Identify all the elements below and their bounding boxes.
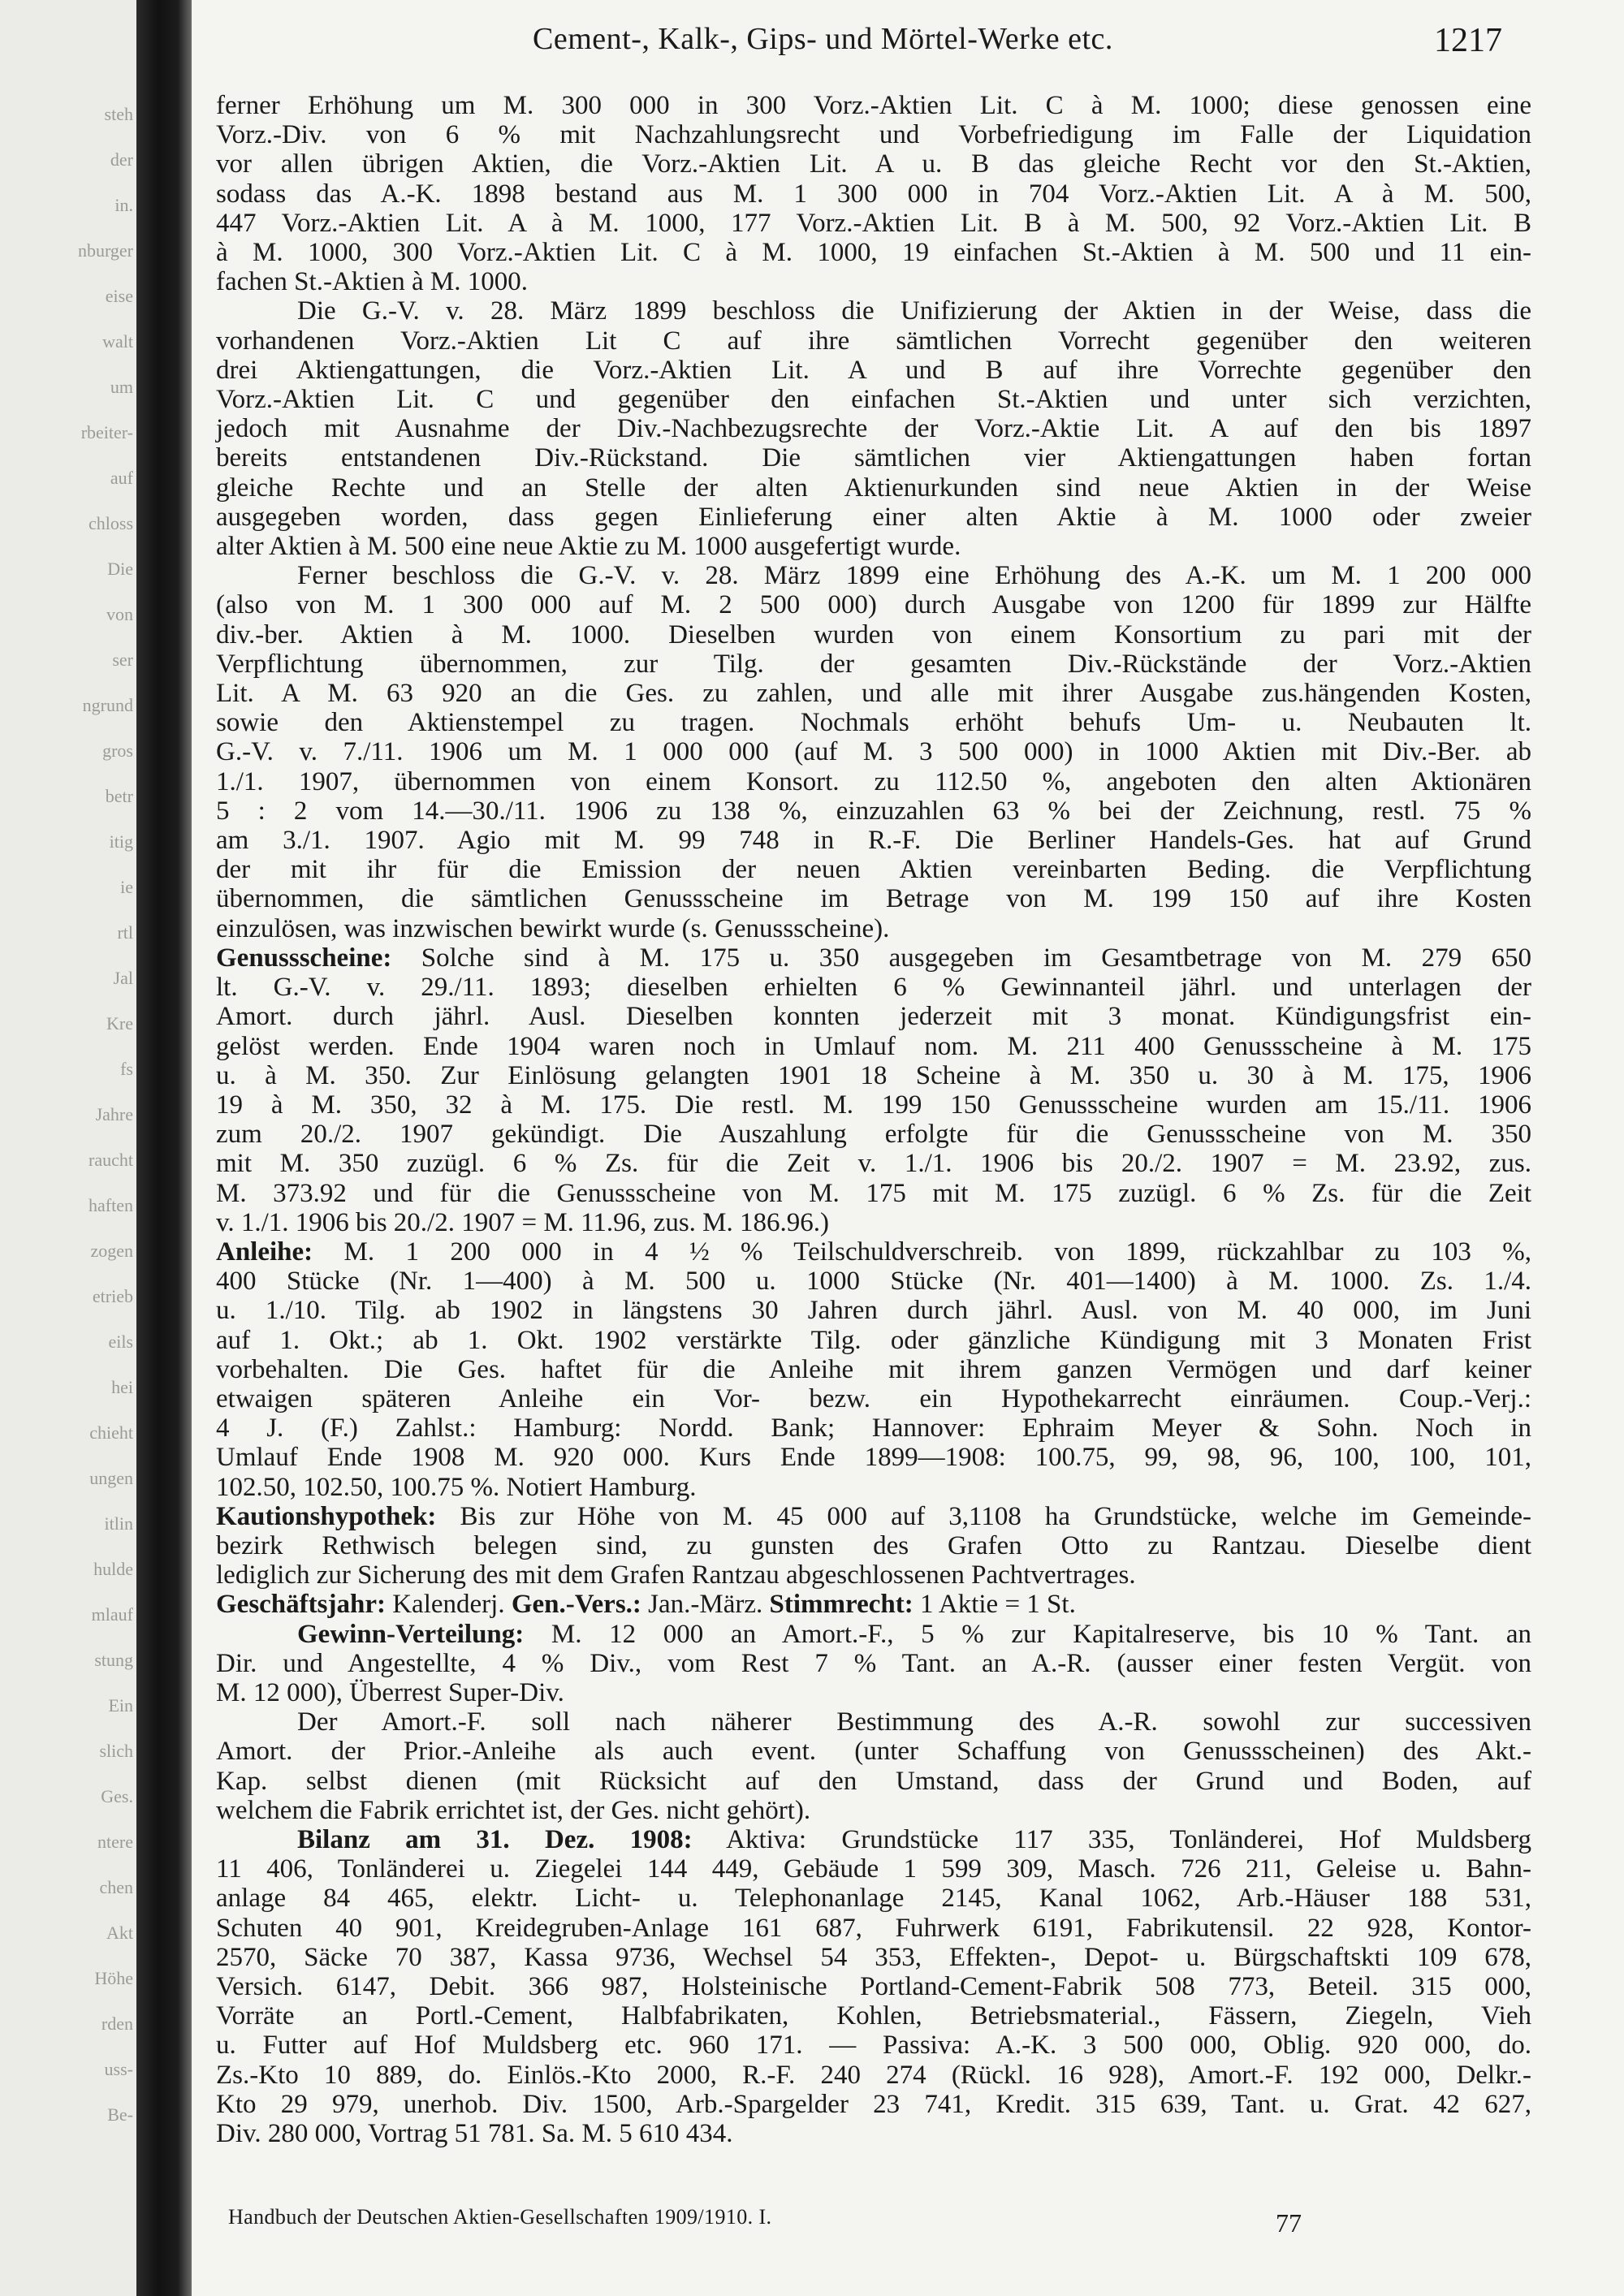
book-gutter: [136, 0, 192, 2296]
line-text: Bis zur Höhe von M. 45 000 auf 3,1108 ha Grundstücke, welche im Gemeinde-: [436, 1501, 1531, 1531]
line-text: 5 : 2 vom 14.—30./11. 1906 zu 138 %, einzuzahlen 63 % bei der Zeichnung, restl. 75 %: [216, 796, 1531, 826]
adjacent-page-fragment: gros: [102, 740, 133, 761]
line-text: der mit ihr für die Emission der neuen Aktien vereinbarten Beding. die Verpflichtung: [216, 855, 1531, 885]
text-line: [216, 1972, 1531, 2001]
line-text: bereits entstandenen Div.-Rückstand. Die sämtlichen vier Aktiengattungen haben fortan: [216, 443, 1531, 473]
text-line: [216, 2090, 1531, 2119]
line-text: Kalenderj.: [385, 1590, 512, 1620]
line-text: vor allen übrigen Aktien, die Vorz.-Aktien Lit. A u. B das gleiche Recht vor den St.-Aktien,: [216, 149, 1531, 179]
line-text: Verpflichtung übernommen, zur Tilg. der gesamten Div.-Rückstände der Vorz.-Aktien: [216, 649, 1531, 679]
line-text: 447 Vorz.-Aktien Lit. A à M. 1000, 177 Vorz.-Aktien Lit. B à M. 500, 92 Vorz.-Aktien Lit. B: [216, 208, 1531, 238]
line-text: lediglich zur Sicherung des mit dem Grafen Rantzau abgeschlossenen Pachtvertrages.: [216, 1560, 1136, 1590]
section-label: Gen.-Vers.:: [511, 1590, 641, 1620]
line-text: sodass das A.-K. 1898 bestand aus M. 1 300 000 in 704 Vorz.-Aktien Lit. A à M. 500,: [216, 179, 1531, 209]
line-text: 2570, Säcke 70 387, Kassa 9736, Wechsel 54 353, Effekten-, Depot- u. Bürgschaftskti 109 678,: [216, 1942, 1531, 1972]
text-line: [216, 1002, 1531, 1031]
text-line: [216, 884, 1531, 913]
line-text: Versich. 6147, Debit. 366 987, Holsteinische Portland-Cement-Fabrik 508 773, Beteil. 315 000,: [216, 1972, 1531, 2001]
text-line: [216, 737, 1531, 766]
adjacent-page-fragment: von: [106, 604, 133, 624]
text-line: [216, 2061, 1531, 2090]
adjacent-page-fragment: zogen: [90, 1241, 133, 1261]
adjacent-page-fragment: rbeiter-: [80, 422, 133, 442]
text-line: [216, 679, 1531, 708]
line-text: alter Aktien à M. 500 eine neue Aktie zu M. 1000 ausgefertigt wurde.: [216, 532, 961, 562]
text-line: [216, 943, 1531, 973]
adjacent-page-fragment: nburger: [77, 240, 133, 261]
line-text: anlage 84 465, elektr. Licht- u. Telephonanlage 2145, Kanal 1062, Arb.-Häuser 188 531,: [216, 1884, 1531, 1914]
line-text: Ferner beschloss die G.-V. v. 28. März 1899 eine Erhöhung des A.-K. um M. 1 200 000: [297, 561, 1531, 591]
text-line: [216, 209, 1531, 238]
text-line: [216, 120, 1531, 149]
adjacent-page-fragment: slich: [99, 1741, 133, 1761]
text-line: [216, 1443, 1531, 1472]
line-text: Kto 29 979, unerhob. Div. 1500, Arb.-Spargelder 23 741, Kredit. 315 639, Tant. u. Grat. 42 627,: [216, 2089, 1531, 2119]
line-text: 1 Aktie = 1 St.: [913, 1590, 1076, 1620]
line-text: Solche sind à M. 175 u. 350 ausgegeben im Gesamtbetrage von M. 279 650: [391, 943, 1531, 973]
text-line: [216, 443, 1531, 473]
line-text: mit M. 350 zuzügl. 6 % Zs. für die Zeit v. 1./1. 1906 bis 20./2. 1907 = M. 23.92, zus.: [216, 1149, 1531, 1179]
adjacent-page-fragment: chieht: [89, 1422, 133, 1443]
text-line: [216, 1943, 1531, 1972]
adjacent-page-fragment: haften: [89, 1195, 133, 1215]
text-line: [216, 1767, 1531, 1796]
text-line: [216, 1678, 1531, 1707]
line-text: drei Aktiengattungen, die Vorz.-Aktien Lit. A und B auf ihre Vorrechte gegenüber den: [216, 355, 1531, 385]
line-text: à M. 1000, 300 Vorz.-Aktien Lit. C à M. 1000, 19 einfachen St.-Aktien à M. 500 und 11 ein-: [216, 238, 1531, 268]
line-text: Kap. selbst dienen (mit Rücksicht auf den Umstand, dass der Grund und Boden, auf: [216, 1766, 1531, 1796]
text-line: [216, 1649, 1531, 1678]
text-line: [216, 2119, 1531, 2148]
text-line: [216, 503, 1531, 532]
line-text: Div. 280 000, Vortrag 51 781. Sa. M. 5 610 434.: [216, 2119, 733, 2149]
line-text: am 3./1. 1907. Agio mit M. 99 748 in R.-F. Die Berliner Handels-Ges. hat auf Grund: [216, 826, 1531, 856]
line-text: Amort. durch jährl. Ausl. Dieselben konnten jederzeit mit 3 monat. Kündigungsfrist ein-: [216, 1002, 1531, 1032]
adjacent-page-fragment: ngrund: [82, 695, 133, 715]
line-text: bezirk Rethwisch belegen sind, zu gunsten des Grafen Otto zu Rantzau. Dieselbe dient: [216, 1530, 1531, 1560]
text-line: [216, 1061, 1531, 1090]
text-line: [216, 1355, 1531, 1384]
section-label: Gewinn-Verteilung:: [297, 1619, 525, 1649]
adjacent-page-fragment: betr: [105, 786, 133, 806]
line-text: Vorräte an Portl.-Cement, Halbfabrikaten, Kohlen, Betriebsmaterial., Fässern, Ziegeln, Vieh: [216, 2001, 1531, 2031]
text-line: [216, 1384, 1531, 1413]
adjacent-page-fragment: rtl: [117, 922, 133, 943]
text-line: [216, 1267, 1531, 1296]
section-label: Stimmrecht:: [769, 1590, 914, 1620]
line-text: ausgegeben worden, dass gegen Einlieferung einer alten Aktie à M. 1000 oder zweier: [216, 502, 1531, 532]
line-text: Vorz.-Aktien Lit. C und gegenüber den einfachen St.-Aktien und unter sich verzichten,: [216, 385, 1531, 415]
line-text: welchem die Fabrik errichtet ist, der Ges. nicht gehört).: [216, 1795, 811, 1825]
publication-footer: Handbuch der Deutschen Aktien-Gesellschaften 1909/1910. I.: [228, 2205, 772, 2229]
adjacent-page-fragment: Jahre: [95, 1104, 133, 1124]
text-line: [216, 767, 1531, 796]
line-text: v. 1./1. 1906 bis 20./2. 1907 = M. 11.96, zus. M. 186.96.): [216, 1207, 830, 1237]
line-text: Die G.-V. v. 28. März 1899 beschloss die Unifizierung der Aktien in der Weise, dass die: [297, 296, 1531, 326]
adjacent-page-fragment: hulde: [93, 1559, 133, 1579]
line-text: M. 12 000 an Amort.-F., 5 % zur Kapitalreserve, bis 10 % Tant. an: [524, 1619, 1531, 1649]
line-text: ferner Erhöhung um M. 300 000 in 300 Vorz.-Aktien Lit. C à M. 1000; diese genossen eine: [216, 91, 1531, 120]
text-line: [216, 326, 1531, 356]
adjacent-page-fragment: uss-: [104, 2059, 133, 2079]
line-text: G.-V. v. 7./11. 1906 um M. 1 000 000 (auf M. 3 500 000) in 1000 Aktien mit Div.-Ber. ab: [216, 737, 1531, 767]
text-line: [216, 532, 1531, 561]
adjacent-page-fragment: Be-: [107, 2104, 133, 2125]
page-number: 1217: [1434, 22, 1502, 59]
text-line: [216, 1884, 1531, 1913]
line-text: Zs.-Kto 10 889, do. Einlös.-Kto 2000, R.-F. 240 274 (Rückl. 16 928), Amort.-F. 192 000, Delkr.-: [216, 2060, 1531, 2090]
text-line: [216, 1560, 1531, 1590]
line-text: u. 1./10. Tilg. ab 1902 in längstens 30 Jahren durch jährl. Ausl. von M. 40 000, im Juni: [216, 1296, 1531, 1326]
adjacent-page-fragment: etrieb: [92, 1286, 133, 1306]
line-text: vorhandenen Vorz.-Aktien Lit C auf ihre sämtlichen Vorrecht gegenüber den weiteren: [216, 326, 1531, 356]
document-page: [192, 0, 1624, 2296]
adjacent-page-fragment: Akt: [106, 1923, 133, 1943]
adjacent-page-fragment: Ges.: [101, 1786, 133, 1806]
line-text: fachen St.-Aktien à M. 1000.: [216, 267, 528, 297]
line-text: 19 à M. 350, 32 à M. 175. Die restl. M. 199 150 Genussscheine wurden am 15./11. 1906: [216, 1090, 1531, 1120]
line-text: Jan.-März.: [641, 1590, 770, 1620]
text-line: [216, 1296, 1531, 1325]
line-text: M. 12 000), Überrest Super-Div.: [216, 1677, 564, 1707]
line-text: 11 406, Tonländerei u. Ziegelei 144 449, Gebäude 1 599 309, Masch. 726 211, Geleise u. Bahn-: [216, 1854, 1531, 1884]
section-label: Bilanz am 31. Dez. 1908:: [297, 1824, 693, 1854]
text-line: [216, 1473, 1531, 1502]
running-title: Cement-, Kalk-, Gips- und Mörtel-Werke etc.: [533, 22, 1113, 56]
line-text: auf 1. Okt.; ab 1. Okt. 1902 verstärkte Tilg. oder gänzliche Kündigung mit 3 Monaten Frist: [216, 1325, 1531, 1355]
text-line: [216, 385, 1531, 414]
line-text: einzulösen, was inzwischen bewirkt wurde (s. Genussscheine).: [216, 913, 890, 943]
adjacent-page-fragment: Ein: [108, 1695, 133, 1716]
adjacent-page-fragment: itig: [109, 831, 133, 852]
adjacent-page-fragment: stung: [94, 1650, 133, 1670]
line-text: 1./1. 1907, übernommen von einem Konsort. zu 112.50 %, angeboten den alten Aktionären: [216, 766, 1531, 796]
text-line: [216, 1620, 1531, 1649]
text-line: [216, 2001, 1531, 2031]
adjacent-page-fragment: rden: [101, 2013, 133, 2034]
adjacent-page-fragment: um: [110, 377, 133, 397]
text-line: [216, 356, 1531, 385]
line-text: M. 1 200 000 in 4 ½ % Teilschuldverschreib. von 1899, rückzahlbar zu 103 %,: [313, 1236, 1531, 1267]
adjacent-page-fragment: Höhe: [94, 1968, 133, 1988]
text-line: [216, 973, 1531, 1002]
adjacent-page-fragment: mlauf: [91, 1604, 133, 1625]
sheet-signature: 77: [1276, 2208, 1302, 2238]
text-line: [216, 296, 1531, 326]
adjacent-page-fragment: Kre: [106, 1013, 133, 1034]
adjacent-page-fragment: in.: [114, 195, 133, 215]
text-line: [216, 1707, 1531, 1737]
line-text: übernommen, die sämtlichen Genussscheine im Betrage von M. 199 150 auf ihre Kosten: [216, 884, 1531, 914]
line-text: (also von M. 1 300 000 auf M. 2 500 000) durch Ausgabe von 1200 für 1899 zur Hälfte: [216, 590, 1531, 620]
text-line: [216, 1208, 1531, 1237]
line-text: 4 J. (F.) Zahlst.: Hamburg: Nordd. Bank; Hannover: Ephraim Meyer & Sohn. Noch in: [216, 1413, 1531, 1444]
text-line: [216, 1326, 1531, 1355]
line-text: 400 Stücke (Nr. 1—400) à M. 500 u. 1000 Stücke (Nr. 401—1400) à M. 1000. Zs. 1./4.: [216, 1267, 1531, 1297]
text-line: [216, 1120, 1531, 1149]
line-text: vorbehalten. Die Ges. haftet für die Anleihe mit ihrem ganzen Vermögen und darf keiner: [216, 1354, 1531, 1384]
line-text: jedoch mit Ausnahme der Div.-Nachbezugsrechte der Vorz.-Aktie Lit. A auf den bis 1897: [216, 414, 1531, 444]
adjacent-page-fragment: Die: [107, 559, 133, 579]
section-label: Genussscheine:: [216, 943, 392, 973]
line-text: 102.50, 102.50, 100.75 %. Notiert Hamburg.: [216, 1472, 697, 1502]
adjacent-page-fragment: hei: [111, 1377, 133, 1397]
adjacent-page-fragment: walt: [102, 331, 133, 352]
body-text: [216, 91, 1531, 2148]
line-text: u. à M. 350. Zur Einlösung gelangten 1901 18 Scheine à M. 350 u. 30 à M. 175, 1906: [216, 1060, 1531, 1090]
text-line: [216, 1413, 1531, 1443]
line-text: zum 20./2. 1907 gekündigt. Die Auszahlung erfolgte für die Genussscheine von M. 350: [216, 1120, 1531, 1150]
line-text: gelöst werden. Ende 1904 waren noch in Umlauf nom. M. 211 400 Genussscheine à M. 175: [216, 1031, 1531, 1061]
text-line: [216, 590, 1531, 619]
text-line: [216, 1237, 1531, 1267]
text-line: [216, 1796, 1531, 1825]
adjacent-page-fragment: fs: [120, 1059, 133, 1079]
text-line: [216, 1179, 1531, 1208]
adjacent-page-fragment: chen: [99, 1877, 133, 1897]
adjacent-page-fragment: auf: [110, 468, 133, 488]
line-text: sowie den Aktienstempel zu tragen. Nochmals erhöht behufs Um- u. Neubauten lt.: [216, 708, 1531, 738]
text-line: [216, 855, 1531, 884]
text-line: [216, 1502, 1531, 1531]
text-line: [216, 1149, 1531, 1178]
adjacent-page-fragment: raucht: [89, 1150, 133, 1170]
text-line: [216, 1090, 1531, 1120]
line-text: Aktiva: Grundstücke 117 335, Tonländerei, Hof Muldsberg: [692, 1824, 1532, 1854]
text-line: [216, 91, 1531, 120]
adjacent-page-fragment: ntere: [97, 1832, 133, 1852]
text-line: [216, 796, 1531, 826]
line-text: u. Futter auf Hof Muldsberg etc. 960 171. — Passiva: A.-K. 3 500 000, Oblig. 920 000, do.: [216, 2031, 1531, 2061]
text-line: [216, 620, 1531, 650]
text-line: [216, 1531, 1531, 1560]
text-line: [216, 650, 1531, 679]
adjacent-page-fragment: ser: [112, 650, 133, 670]
text-line: [216, 1032, 1531, 1061]
line-text: Dir. und Angestellte, 4 % Div., vom Rest 7 % Tant. an A.-R. (ausser einer festen Vergüt. von: [216, 1648, 1531, 1678]
line-text: Amort. der Prior.-Anleihe als auch event. (unter Schaffung von Genussscheinen) des Akt.-: [216, 1737, 1531, 1767]
text-line: [216, 1914, 1531, 1943]
text-line: [216, 1590, 1531, 1619]
section-label: Kautionshypothek:: [216, 1501, 437, 1531]
adjacent-page-fragment: Jal: [113, 968, 133, 988]
section-label: Anleihe:: [216, 1236, 313, 1267]
adjacent-page-fragment: chloss: [89, 513, 133, 533]
line-text: gleiche Rechte und an Stelle der alten Aktienurkunden sind neue Aktien in der Weise: [216, 473, 1531, 503]
text-line: [216, 473, 1531, 503]
text-line: [216, 1737, 1531, 1766]
text-line: [216, 414, 1531, 443]
line-text: Vorz.-Div. von 6 % mit Nachzahlungsrecht und Vorbefriedigung im Falle der Liquidation: [216, 120, 1531, 150]
adjacent-page-fragment: eils: [108, 1331, 133, 1352]
text-line: [216, 2031, 1531, 2060]
adjacent-page-fragment: ie: [120, 877, 133, 897]
line-text: etwaigen späteren Anleihe ein Vor- bezw. ein Hypothekarrecht einräumen. Coup.-Verj.:: [216, 1383, 1531, 1413]
text-line: [216, 179, 1531, 209]
text-line: [216, 1854, 1531, 1884]
adjacent-page-edge: [0, 0, 136, 2296]
line-text: Schuten 40 901, Kreidegruben-Anlage 161 687, Fuhrwerk 6191, Fabrikutensil. 22 928, Kontor-: [216, 1913, 1531, 1943]
text-line: [216, 708, 1531, 737]
text-line: [216, 267, 1531, 296]
adjacent-page-fragment: der: [110, 149, 133, 170]
line-text: div.-ber. Aktien à M. 1000. Dieselben wurden von einem Konsortium zu pari mit der: [216, 619, 1531, 650]
text-line: [216, 561, 1531, 590]
adjacent-page-fragment: ungen: [89, 1468, 133, 1488]
section-label: Geschäftsjahr:: [216, 1590, 386, 1620]
line-text: Umlauf Ende 1908 M. 920 000. Kurs Ende 1899—1908: 100.75, 99, 98, 96, 100, 100, 101,: [216, 1443, 1531, 1473]
text-line: [216, 826, 1531, 855]
line-text: Lit. A M. 63 920 an die Ges. zu zahlen, und alle mit ihrer Ausgabe zus.hängenden Kosten,: [216, 679, 1531, 709]
adjacent-page-fragment: itlin: [104, 1513, 133, 1534]
line-text: Der Amort.-F. soll nach näherer Bestimmung des A.-R. sowohl zur successiven: [297, 1707, 1531, 1737]
line-text: M. 373.92 und für die Genussscheine von M. 175 mit M. 175 zuzügl. 6 % Zs. für die Zeit: [216, 1178, 1531, 1208]
text-line: [216, 914, 1531, 943]
text-line: [216, 149, 1531, 179]
adjacent-page-fragment: steh: [104, 104, 133, 124]
adjacent-page-fragment: eise: [105, 286, 133, 306]
text-line: [216, 1825, 1531, 1854]
line-text: lt. G.-V. v. 29./11. 1893; dieselben erhielten 6 % Gewinnanteil jährl. und unterlagen der: [216, 973, 1531, 1003]
text-line: [216, 238, 1531, 267]
